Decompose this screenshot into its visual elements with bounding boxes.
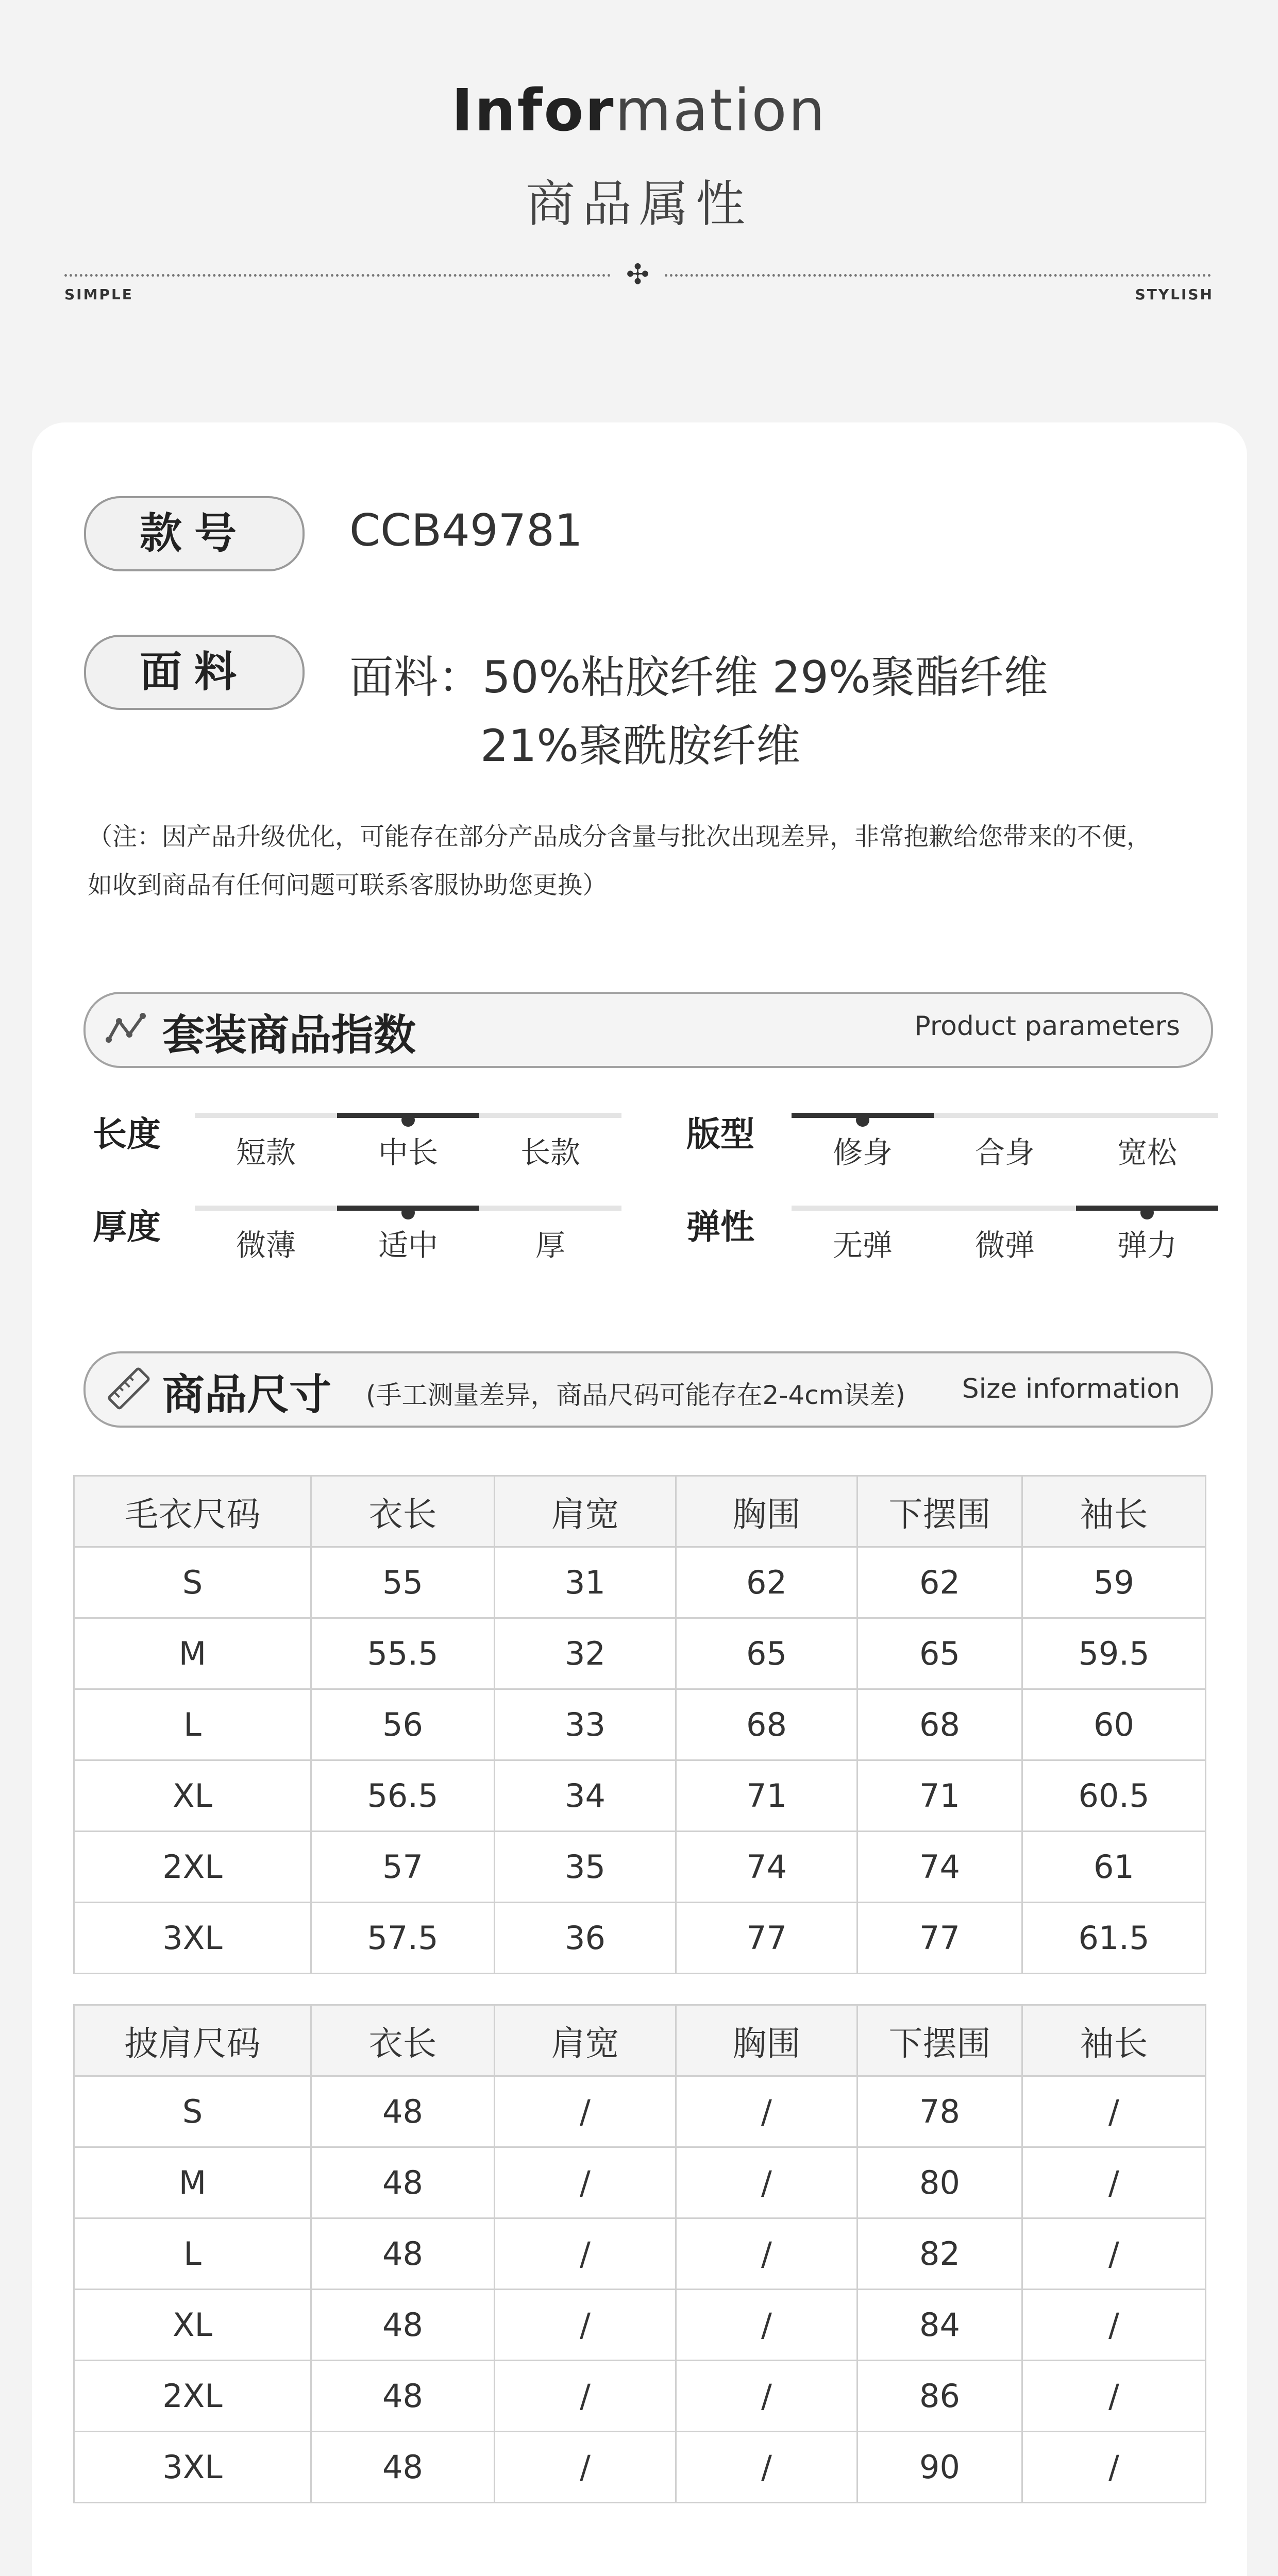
table-cell: / <box>1022 2290 1206 2361</box>
table-cell: 61 <box>1022 1832 1206 1903</box>
table-cell: 60 <box>1022 1689 1206 1760</box>
index-marker-dot <box>401 1113 415 1127</box>
shawl-size-table <box>73 2004 1206 2503</box>
column-header: 胸围 <box>676 2005 857 2076</box>
size-label-cell: 2XL <box>74 2361 311 2432</box>
table-cell: 68 <box>676 1689 857 1760</box>
table-row <box>74 2290 1206 2361</box>
table-cell: / <box>676 2076 857 2147</box>
table-cell: 71 <box>857 1760 1022 1832</box>
size-label-cell: 3XL <box>74 2432 311 2503</box>
table-cell: 59 <box>1022 1547 1206 1618</box>
table-cell: 90 <box>857 2432 1022 2503</box>
table-cell: 56.5 <box>311 1760 495 1832</box>
table-cell: 62 <box>676 1547 857 1618</box>
index-option: 修身 <box>832 1135 893 1170</box>
table-cell: 77 <box>857 1903 1022 1974</box>
fabric-note-line-2: 如收到商品有任何问题可联系客服协助您更换） <box>88 871 608 900</box>
table-cell: 56 <box>311 1689 495 1760</box>
table-cell: 74 <box>857 1832 1022 1903</box>
title-light-part: mation <box>615 77 827 144</box>
table-cell: 48 <box>311 2361 495 2432</box>
size-label-cell: L <box>74 1689 311 1760</box>
table-cell: 71 <box>676 1760 857 1832</box>
label-stylish: STYLISH <box>1135 286 1214 303</box>
table-cell: 48 <box>311 2218 495 2290</box>
index-section-en: Product parameters <box>914 1011 1180 1042</box>
table-cell: / <box>1022 2076 1206 2147</box>
fabric-note-line-1: （注：因产品升级优化，可能存在部分产品成分含量与批次出现差异，非常抱歉给您带来的不便， <box>88 822 1152 851</box>
table-row <box>74 1832 1206 1903</box>
index-option: 适中 <box>378 1228 438 1263</box>
info-title-en <box>0 77 1278 144</box>
table-cell: / <box>495 2218 676 2290</box>
table-cell: 68 <box>857 1689 1022 1760</box>
table-cell: / <box>676 2361 857 2432</box>
table-cell: / <box>495 2361 676 2432</box>
size-label-cell: 2XL <box>74 1832 311 1903</box>
table-cell: 84 <box>857 2290 1022 2361</box>
table-row <box>74 1760 1206 1832</box>
index-marker-dot <box>1140 1206 1154 1219</box>
table-row <box>74 2076 1206 2147</box>
size-label-cell: L <box>74 2218 311 2290</box>
table-cell: / <box>1022 2432 1206 2503</box>
table-cell: 48 <box>311 2432 495 2503</box>
size-label-cell: XL <box>74 1760 311 1832</box>
move-cross-icon: ✣ <box>626 258 650 291</box>
size-section-title: 商品尺寸 <box>162 1370 332 1419</box>
sweater-header-row <box>74 1476 1206 1547</box>
table-cell: 36 <box>495 1903 676 1974</box>
size-label-cell: S <box>74 1547 311 1618</box>
index-option: 宽松 <box>1117 1135 1177 1170</box>
table-cell: / <box>676 2290 857 2361</box>
index-option: 微弹 <box>974 1228 1035 1263</box>
index-option: 长款 <box>520 1135 580 1170</box>
size-label-cell: XL <box>74 2290 311 2361</box>
table-cell: 62 <box>857 1547 1022 1618</box>
size-section-en: Size information <box>962 1374 1180 1404</box>
size-section-note: (手工测量差异，商品尺码可能存在2-4cm误差) <box>366 1380 905 1410</box>
table-cell: / <box>495 2290 676 2361</box>
shawl-header-row <box>74 2005 1206 2076</box>
index-marker-dot <box>401 1206 415 1219</box>
column-header: 毛衣尺码 <box>74 1476 311 1547</box>
column-header: 袖长 <box>1022 1476 1206 1547</box>
trend-line-icon <box>106 1010 152 1046</box>
table-cell: 74 <box>676 1832 857 1903</box>
label-simple: SIMPLE <box>64 286 133 303</box>
index-option: 中长 <box>378 1135 438 1170</box>
table-cell: 48 <box>311 2076 495 2147</box>
table-row <box>74 2147 1206 2218</box>
style-no-pill: 款号 <box>84 496 305 571</box>
table-cell: 55.5 <box>311 1618 495 1689</box>
dotted-divider-right <box>665 274 1211 277</box>
table-cell: 78 <box>857 2076 1022 2147</box>
column-header: 肩宽 <box>495 2005 676 2076</box>
index-label: 弹性 <box>686 1207 754 1247</box>
size-label-cell: M <box>74 2147 311 2218</box>
index-marker-dot <box>856 1113 869 1127</box>
table-cell: 48 <box>311 2290 495 2361</box>
column-header: 衣长 <box>311 1476 495 1547</box>
title-bold-part: Infor <box>451 77 615 144</box>
table-cell: 65 <box>676 1618 857 1689</box>
index-option: 无弹 <box>832 1228 893 1263</box>
index-section-title: 套装商品指数 <box>162 1011 416 1060</box>
table-row <box>74 1689 1206 1760</box>
table-cell: 57.5 <box>311 1903 495 1974</box>
fabric-pill: 面料 <box>84 635 305 710</box>
fabric-line-2: 21%聚酰胺纤维 <box>480 720 801 772</box>
column-header: 下摆围 <box>857 1476 1022 1547</box>
table-row <box>74 2432 1206 2503</box>
table-cell: / <box>676 2147 857 2218</box>
index-option: 合身 <box>974 1135 1035 1170</box>
column-header: 肩宽 <box>495 1476 676 1547</box>
index-option: 短款 <box>236 1135 296 1170</box>
table-cell: / <box>676 2432 857 2503</box>
table-cell: 32 <box>495 1618 676 1689</box>
table-row <box>74 2361 1206 2432</box>
index-option: 微薄 <box>236 1228 296 1263</box>
table-cell: 31 <box>495 1547 676 1618</box>
table-cell: 34 <box>495 1760 676 1832</box>
table-cell: 35 <box>495 1832 676 1903</box>
table-cell: 82 <box>857 2218 1022 2290</box>
size-label-cell: M <box>74 1618 311 1689</box>
index-label: 厚度 <box>93 1207 161 1247</box>
ruler-icon <box>106 1365 152 1412</box>
dotted-divider-left <box>64 274 611 277</box>
table-cell: 60.5 <box>1022 1760 1206 1832</box>
column-header: 衣长 <box>311 2005 495 2076</box>
index-option: 弹力 <box>1117 1228 1177 1263</box>
table-cell: 65 <box>857 1618 1022 1689</box>
table-cell: 80 <box>857 2147 1022 2218</box>
sweater-size-table <box>73 1475 1206 1974</box>
table-cell: 57 <box>311 1832 495 1903</box>
table-cell: / <box>495 2076 676 2147</box>
size-label-cell: S <box>74 2076 311 2147</box>
info-title-cn: 商品属性 <box>526 175 752 233</box>
table-row <box>74 2218 1206 2290</box>
table-cell: / <box>1022 2361 1206 2432</box>
size-label-cell: 3XL <box>74 1903 311 1974</box>
table-cell: 59.5 <box>1022 1618 1206 1689</box>
table-cell: 48 <box>311 2147 495 2218</box>
table-cell: 55 <box>311 1547 495 1618</box>
table-cell: 33 <box>495 1689 676 1760</box>
column-header: 披肩尺码 <box>74 2005 311 2076</box>
table-cell: 86 <box>857 2361 1022 2432</box>
table-row <box>74 1618 1206 1689</box>
table-cell: / <box>495 2147 676 2218</box>
index-option: 厚 <box>535 1228 565 1263</box>
column-header: 下摆围 <box>857 2005 1022 2076</box>
fabric-line-1: 面料：50%粘胶纤维 29%聚酯纤维 <box>349 652 1048 703</box>
table-row <box>74 1903 1206 1974</box>
table-cell: / <box>676 2218 857 2290</box>
table-row <box>74 1547 1206 1618</box>
table-cell: 61.5 <box>1022 1903 1206 1974</box>
table-cell: 77 <box>676 1903 857 1974</box>
style-no-value: CCB49781 <box>349 505 583 556</box>
table-cell: / <box>1022 2147 1206 2218</box>
index-label: 版型 <box>686 1114 754 1154</box>
table-cell: / <box>1022 2218 1206 2290</box>
column-header: 胸围 <box>676 1476 857 1547</box>
column-header: 袖长 <box>1022 2005 1206 2076</box>
index-label: 长度 <box>93 1114 161 1154</box>
table-cell: / <box>495 2432 676 2503</box>
